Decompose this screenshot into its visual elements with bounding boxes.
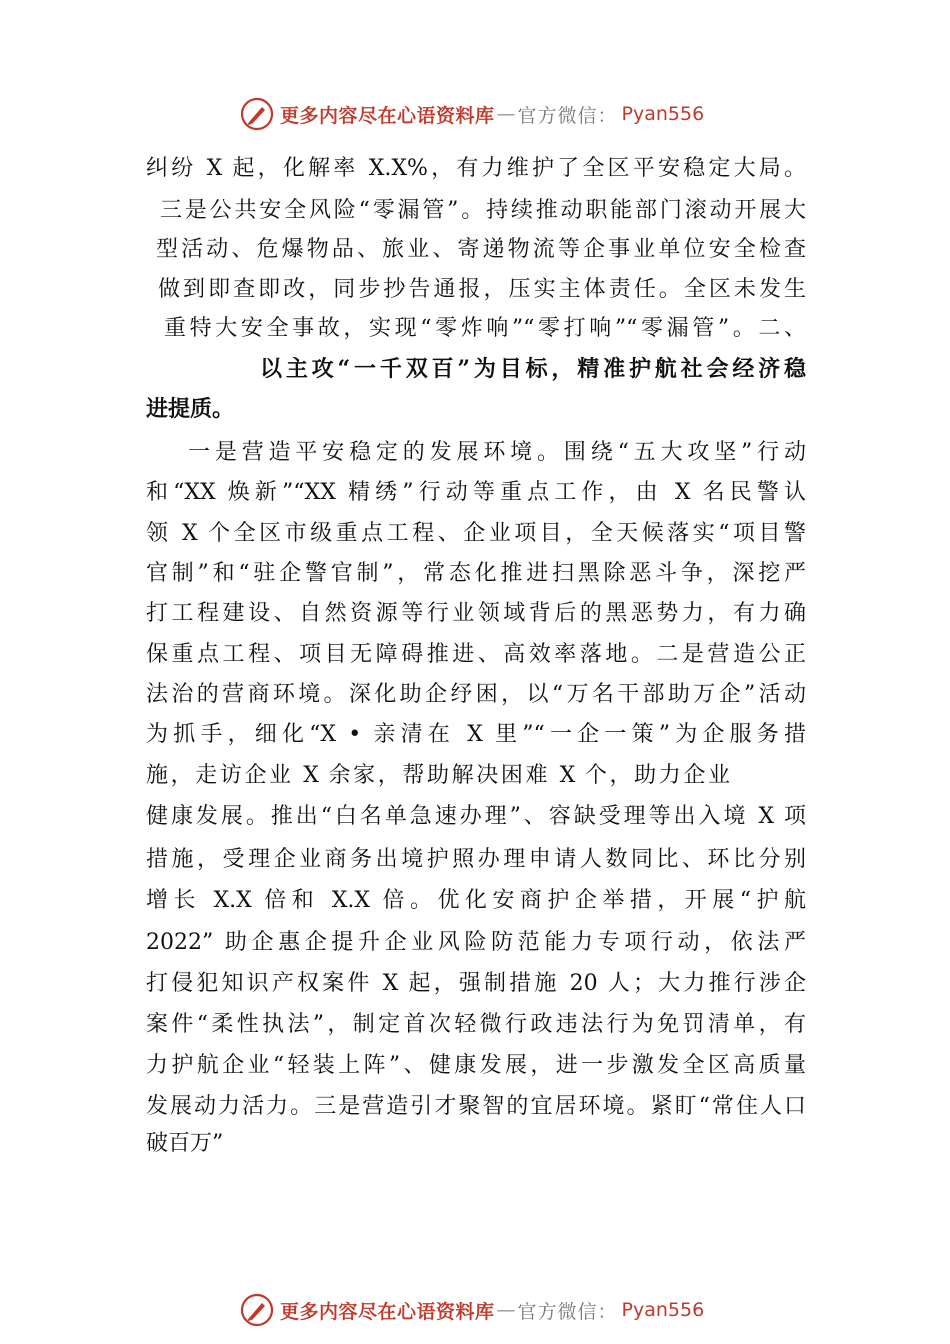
body-line: 纠纷 X 起，化解率 X.X%，有力维护了全区平安稳定大局。 — [146, 156, 806, 181]
body-line: 打工程建设、自然资源等行业领域背后的黑恶势力，有力确 — [146, 601, 806, 626]
section-heading: 以主攻“一千双百”为目标，精准护航社会经济稳 — [260, 356, 806, 382]
body-line: 措施，受理企业商务出境护照办理申请人数同比、环比分别 — [146, 847, 806, 872]
banner-separator: — — [496, 1299, 516, 1321]
body-line: 保重点工程、项目无障碍推进、高效率落地。二是营造公正 — [146, 642, 806, 667]
body-line: 做到即查即改，同步抄告通报，压实主体责任。全区未发生 — [158, 277, 806, 302]
body-line: 力护航企业“轻装上阵”、健康发展，进一步激发全区高质量 — [146, 1053, 806, 1078]
body-line: 案件“柔性执法”，制定首次轻微行政违法行为免罚清单，有 — [146, 1012, 806, 1037]
body-line: 破百万” — [146, 1131, 224, 1156]
body-line: 三是公共安全风险“零漏管”。持续推动职能部门滚动开展大 — [160, 198, 806, 223]
body-line: 健康发展。推出“白名单急速办理”、容缺受理等出入境 X 项 — [146, 804, 806, 829]
banner-wechat-id: Pyan556 — [621, 103, 705, 125]
body-line: 2022” 助企惠企提升企业风险防范能力专项行动，依法严 — [146, 930, 806, 955]
body-line: 官制”和“驻企警官制”，常态化推进扫黑除恶斗争，深挖严 — [146, 561, 806, 586]
quill-pen-logo-icon — [240, 97, 274, 131]
body-line: 一是营造平安稳定的发展环境。围绕“五大攻坚”行动 — [188, 440, 806, 465]
body-line: 打侵犯知识产权案件 X 起，强制措施 20 人；大力推行涉企 — [146, 971, 806, 996]
banner-title: 更多内容尽在心语资料库 — [280, 104, 495, 127]
body-line: 型活动、危爆物品、旅业、寄递物流等企事业单位安全检查 — [156, 237, 806, 262]
body-line: 和“XX 焕新”“XX 精绣”行动等重点工作，由 X 名民警认 — [146, 480, 806, 505]
header-banner — [240, 96, 704, 132]
banner-title: 更多内容尽在心语资料库 — [280, 1300, 495, 1323]
body-line: 为抓手，细化“X • 亲清在 X 里”“一企一策”为企服务措 — [146, 722, 806, 747]
banner-subtitle: 官方微信： — [517, 1300, 618, 1323]
quill-pen-logo-icon — [240, 1293, 274, 1327]
banner-wechat-id: Pyan556 — [621, 1299, 705, 1321]
body-line: 重特大安全事故，实现“零炸响”“零打响”“零漏管”。二、 — [164, 316, 806, 341]
footer-banner — [240, 1292, 704, 1328]
section-heading: 进提质。 — [146, 396, 235, 422]
body-line: 增长 X.X 倍和 X.X 倍。优化安商护企举措，开展“护航 — [146, 888, 806, 913]
banner-subtitle: 官方微信： — [517, 104, 618, 127]
body-line: 施，走访企业 X 余家，帮助解决困难 X 个，助力企业 — [146, 763, 730, 788]
body-line: 领 X 个全区市级重点工程、企业项目，全天候落实“项目警 — [146, 521, 806, 546]
body-line: 发展动力活力。三是营造引才聚智的宜居环境。紧盯“常住人口 — [146, 1094, 806, 1119]
banner-separator: — — [496, 103, 516, 125]
body-line: 法治的营商环境。深化助企纾困，以“万名干部助万企”活动 — [146, 682, 806, 707]
